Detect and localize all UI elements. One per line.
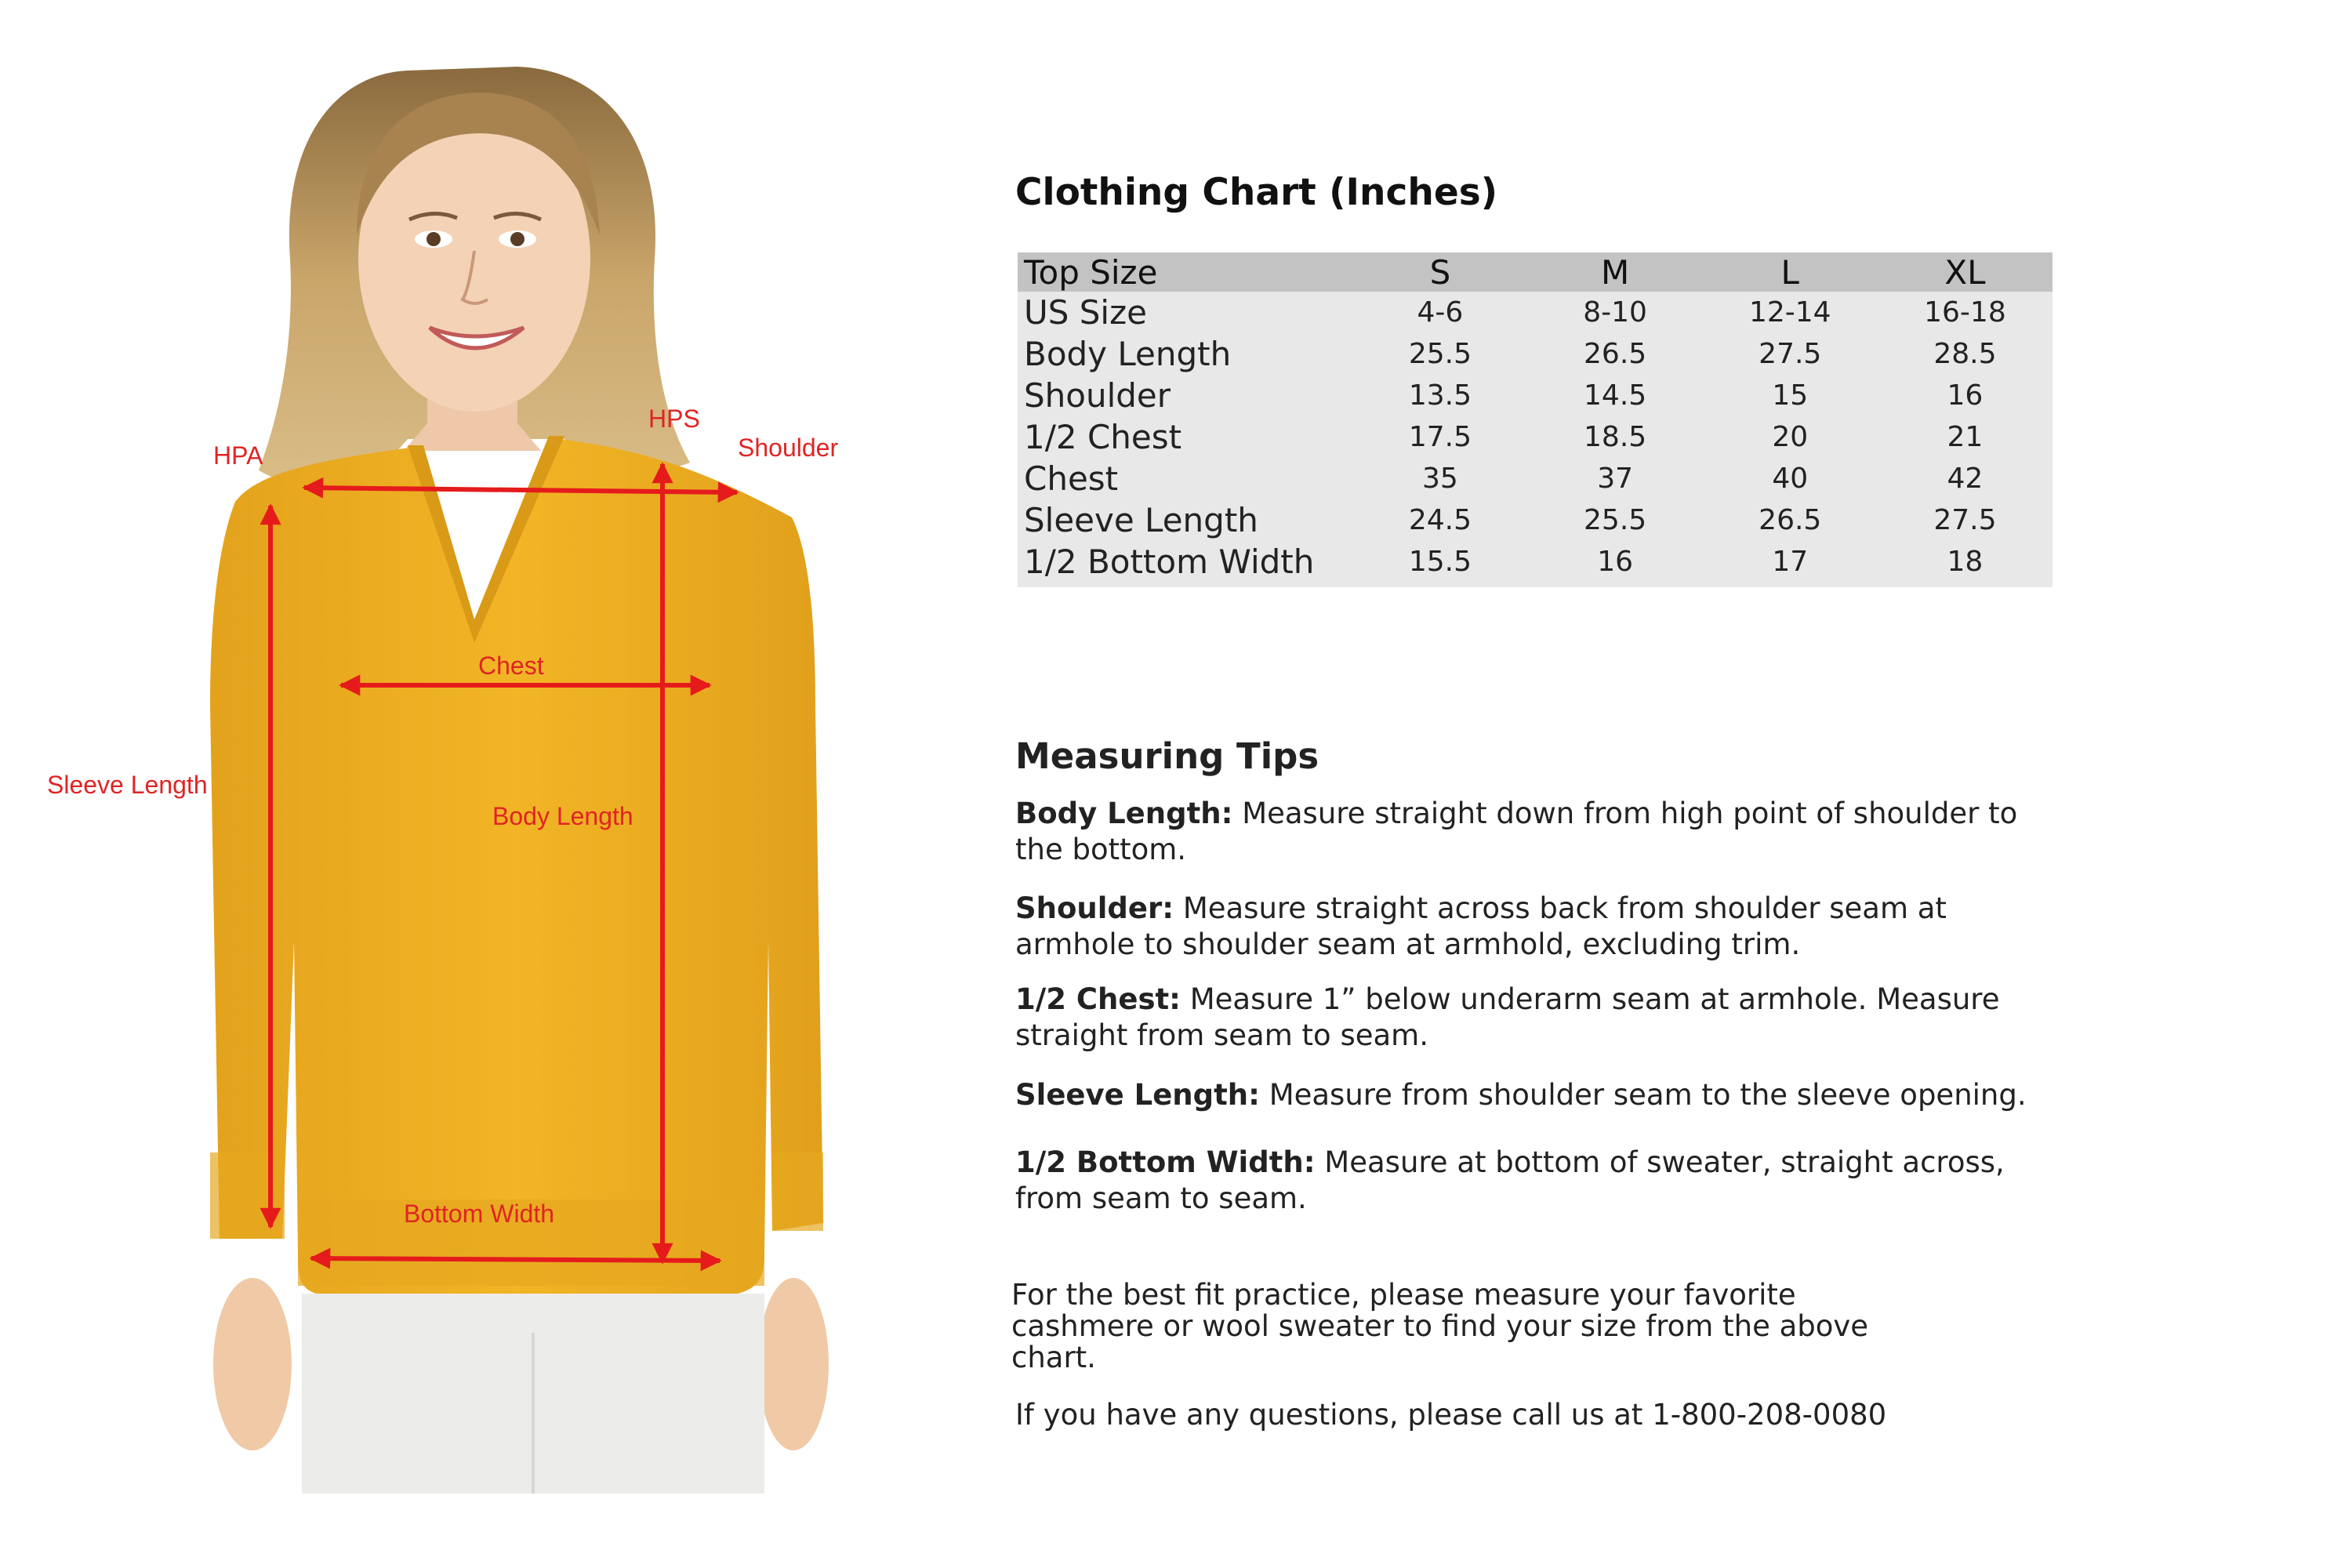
table-cell: 40 — [1772, 463, 1809, 495]
tip-text: Measure at bottom of sweater, straight across, from seam to seam. — [1015, 1145, 2005, 1215]
row-label: 1/2 Chest — [1024, 418, 1182, 456]
table-row — [1018, 292, 2053, 333]
size-chart-table — [1018, 252, 2053, 587]
header-cell: S — [1352, 252, 1527, 292]
table-cell: 8-10 — [1583, 296, 1647, 328]
tips-title: Measuring Tips — [1015, 735, 1319, 777]
table-cell: 17.5 — [1408, 421, 1472, 453]
table-cell: 26.5 — [1759, 504, 1822, 536]
sweater — [210, 439, 823, 1304]
tip-term: 1/2 Bottom Width: — [1015, 1145, 1316, 1179]
table-cell: 12-14 — [1748, 296, 1831, 328]
table-cell: 15 — [1772, 379, 1809, 412]
tip-bottom-width — [1015, 1145, 2050, 1217]
table-cell: 25.5 — [1584, 504, 1647, 536]
tip-text: Measure 1” below underarm seam at armhole. Measure straight from seam to seam. — [1015, 982, 2000, 1052]
tip-term: Sleeve Length: — [1015, 1078, 1260, 1112]
table-cell: 18 — [1947, 546, 1984, 578]
table-row — [1018, 499, 2053, 541]
table-row — [1018, 416, 2053, 458]
row-label: Shoulder — [1024, 376, 1171, 415]
tip-text: Measure straight across back from shoulder seam at armhole to shoulder seam at armhold, excluding trim. — [1015, 891, 1947, 961]
row-label: Sleeve Length — [1024, 501, 1258, 539]
row-label: Chest — [1024, 459, 1119, 498]
table-cell: 26.5 — [1584, 338, 1647, 370]
table-cell: 42 — [1947, 463, 1984, 495]
model-illustration — [0, 0, 941, 1568]
header-cell: Top Size — [1018, 252, 1352, 292]
row-label: Body Length — [1024, 335, 1232, 373]
contact-note: If you have any questions, please call us at 1-800-208-0080 — [1015, 1398, 1887, 1432]
table-cell: 15.5 — [1408, 546, 1472, 578]
row-label: US Size — [1024, 293, 1147, 332]
table-cell: 37 — [1597, 463, 1633, 495]
table-cell: 4-6 — [1417, 296, 1464, 328]
chart-title: Clothing Chart (Inches) — [1015, 171, 1498, 214]
table-cell: 25.5 — [1408, 338, 1472, 370]
table-cell: 24.5 — [1408, 504, 1472, 536]
row-label: 1/2 Bottom Width — [1024, 543, 1315, 581]
size-header-row — [1018, 252, 2053, 292]
hpa-label: HPA — [213, 441, 263, 470]
tip-term: Body Length: — [1015, 797, 1233, 830]
table-cell: 16 — [1947, 379, 1984, 412]
tip-term: 1/2 Chest: — [1015, 982, 1181, 1016]
bottom-width-arrow — [311, 1258, 720, 1261]
table-cell: 27.5 — [1933, 504, 1997, 536]
table-cell: 13.5 — [1408, 379, 1472, 412]
table-cell: 17 — [1772, 546, 1809, 578]
tip-body-length — [1015, 796, 2050, 868]
table-cell: 18.5 — [1584, 421, 1647, 453]
hps-label: HPS — [648, 405, 700, 433]
sleeve-length-label: Sleeve Length — [47, 771, 208, 799]
table-row — [1018, 541, 2053, 587]
table-row — [1018, 375, 2053, 416]
tip-half-chest — [1015, 982, 2050, 1054]
table-cell: 20 — [1772, 421, 1809, 453]
body-length-label: Body Length — [492, 802, 633, 830]
header-cell: L — [1703, 252, 1878, 292]
tip-sleeve-length — [1015, 1077, 2050, 1113]
bottom-width-label: Bottom Width — [404, 1200, 555, 1228]
fit-note: For the best fit practice, please measure your favorite cashmere or wool sweater to find your size from the above chart. — [1011, 1278, 1869, 1374]
tip-text: Measure straight down from high point of shoulder to the bottom. — [1015, 797, 2018, 866]
shoulder-label: Shoulder — [738, 434, 839, 462]
tip-shoulder — [1015, 891, 2050, 963]
table-cell: 14.5 — [1584, 379, 1647, 412]
table-cell: 28.5 — [1933, 338, 1997, 370]
right-hand — [758, 1278, 829, 1450]
table-cell: 16 — [1597, 546, 1633, 578]
chest-label: Chest — [478, 652, 544, 680]
table-cell: 27.5 — [1759, 338, 1822, 370]
table-cell: 16-18 — [1924, 296, 2006, 328]
header-cell: XL — [1878, 252, 2053, 292]
tip-text: Measure from shoulder seam to the sleeve opening. — [1259, 1078, 2027, 1112]
table-row — [1018, 458, 2053, 499]
header-cell: M — [1528, 252, 1703, 292]
table-row — [1018, 333, 2053, 375]
tip-term: Shoulder: — [1015, 891, 1174, 925]
table-cell: 21 — [1947, 421, 1984, 453]
table-cell: 35 — [1422, 463, 1458, 495]
left-hand — [213, 1278, 292, 1450]
